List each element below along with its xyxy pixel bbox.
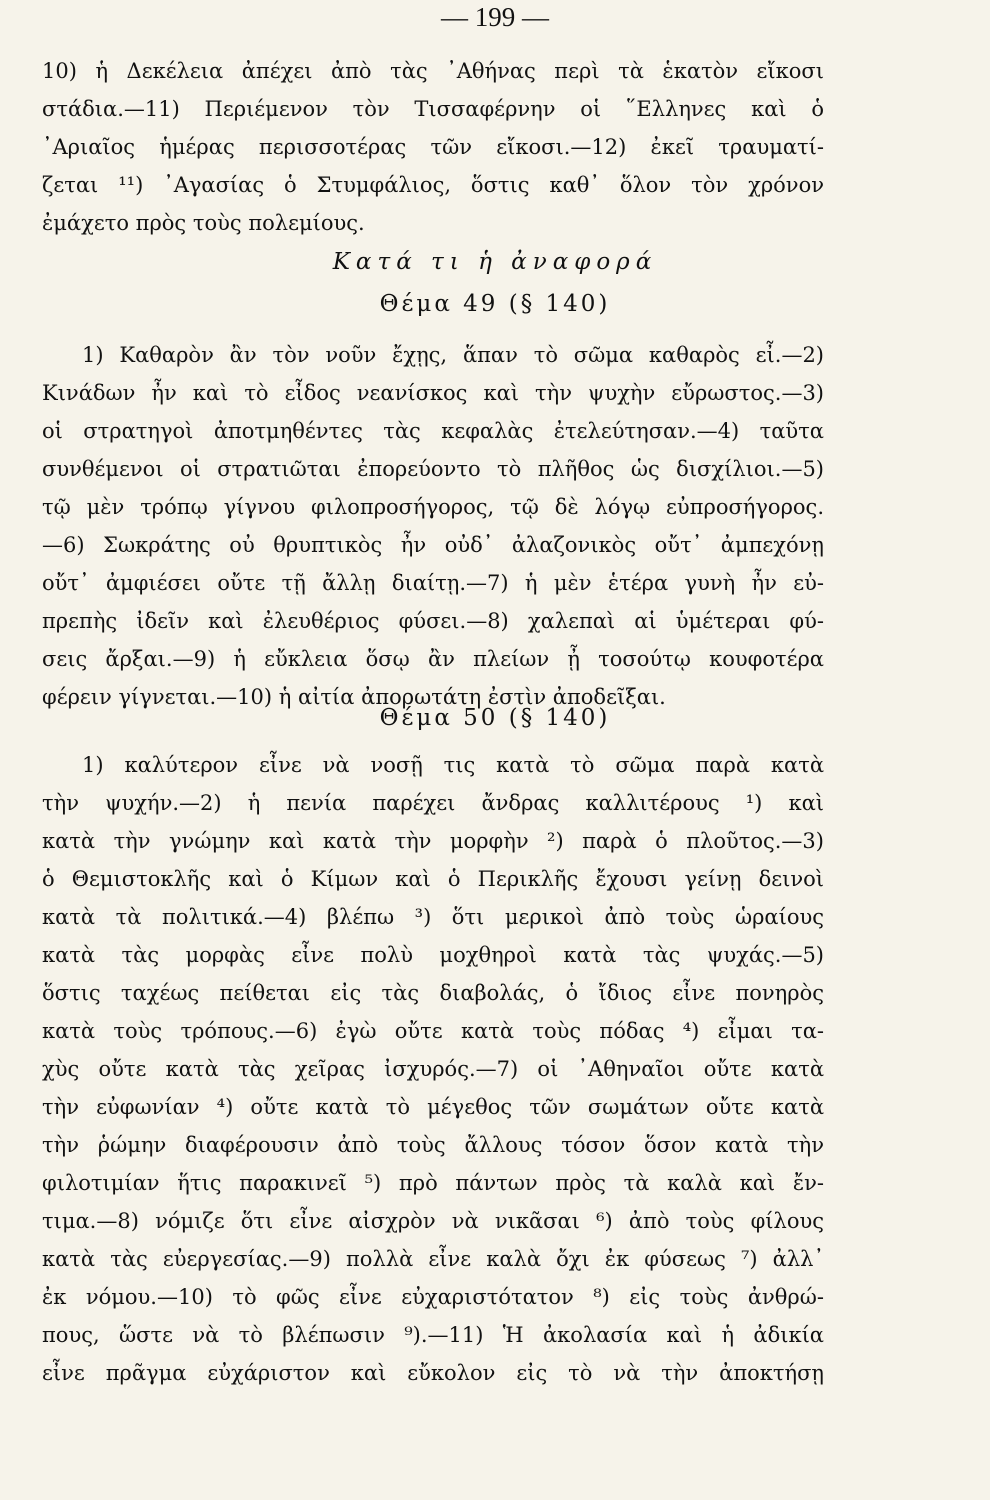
theme-49-title: Θέμα 49 (§ 140) [379,291,611,317]
text-line: τὴν ψυχήν.—2) ἡ πενία παρέχει ἄνδρας καλλιτέρους ¹) καὶ [42,791,824,815]
theme-49-exercises [42,336,824,716]
continuation-paragraph [42,52,824,242]
text-line: σεις ἄρξαι.—9) ἡ εὔκλεια ὅσῳ ἂν πλείων ᾖ τοσούτῳ κουφοτέρα [42,647,824,671]
text-line: 10) ἡ Δεκέλεια ἀπέχει ἀπὸ τὰς ᾿Αθήνας περὶ τὰ ἑκατὸν εἴκοσι [42,59,824,83]
text-line: τιμα.—8) νόμιζε ὅτι εἶνε αἰσχρὸν νὰ νικᾶσαι ⁶) ἀπὸ τοὺς φίλους [42,1209,824,1233]
section-heading: Κατά τι ἡ ἀναφορά [332,249,658,275]
text-line: συνθέμενοι οἱ στρατιῶται ἐπορεύοντο τὸ πλῆθος ὡς δισχίλιοι.—5) [42,457,824,481]
text-line: οὔτ᾿ ἀμφιέσει οὔτε τῇ ἄλλῃ διαίτῃ.—7) ἡ μὲν ἑτέρα γυνὴ ἦν εὐ- [42,571,824,595]
text-line: τῷ μὲν τρόπῳ γίγνου φιλοπροσήγορος, τῷ δὲ λόγῳ εὐπροσήγορος. [42,495,824,519]
text-line: εἶνε πρᾶγμα εὐχάριστον καὶ εὔκολον εἰς τὸ νὰ τὴν ἀποκτήσῃ [42,1361,824,1385]
text-line: Κινάδων ἦν καὶ τὸ εἶδος νεανίσκος καὶ τὴν ψυχὴν εὔρωστος.—3) [42,381,824,405]
text-line: κατὰ τὰ πολιτικά.—4) βλέπω ³) ὅτι μερικοὶ ἀπὸ τοὺς ὡραίους [42,905,824,929]
text-line: 1) Καθαρὸν ἂν τὸν νοῦν ἔχῃς, ἅπαν τὸ σῶμα καθαρὸς εἶ.—2) [82,343,824,367]
text-line: ᾿Αριαῖος ἡμέρας περισσοτέρας τῶν εἴκοσι.—12) ἐκεῖ τραυματί- [42,135,824,159]
text-line: χὺς οὔτε κατὰ τὰς χεῖρας ἰσχυρός.—7) οἱ ᾿Αθηναῖοι οὔτε κατὰ [42,1057,824,1081]
text-line: ἐμάχετο πρὸς τοὺς πολεμίους. [42,211,365,235]
text-line: τὴν ῥώμην διαφέρουσιν ἀπὸ τοὺς ἄλλους τόσον ὅσον κατὰ τὴν [42,1133,824,1157]
text-line: κατὰ τοὺς τρόπους.—6) ἐγὼ οὔτε κατὰ τοὺς πόδας ⁴) εἶμαι τα- [42,1019,824,1043]
text-line: κατὰ τὰς εὐεργεσίας.—9) πολλὰ εἶνε καλὰ ὄχι ἐκ φύσεως ⁷) ἀλλ᾿ [42,1247,824,1271]
text-line: πρεπὴς ἰδεῖν καὶ ἐλευθέριος φύσει.—8) χαλεπαὶ αἱ ὑμέτεραι φύ- [42,609,824,633]
text-line: οἱ στρατηγοὶ ἀποτμηθέντες τὰς κεφαλὰς ἐτελεύτησαν.—4) ταῦτα [42,419,824,443]
text-line: πους, ὥστε νὰ τὸ βλέπωσιν ⁹).—11) Ἡ ἀκολασία καὶ ἡ ἀδικία [42,1323,824,1347]
text-line: ἐκ νόμου.—10) τὸ φῶς εἶνε εὐχαριστότατον ⁸) εἰς τοὺς ἀνθρώ- [42,1285,824,1309]
text-line: τὴν εὐφωνίαν ⁴) οὔτε κατὰ τὸ μέγεθος τῶν σωμάτων οὔτε κατὰ [42,1095,824,1119]
text-line: φέρειν γίγνεται.—10) ἡ αἰτία ἀπορωτάτη ἐστὶν ἀποδεῖξαι. [42,685,666,709]
text-line: 1) καλύτερον εἶνε νὰ νοσῇ τις κατὰ τὸ σῶμα παρὰ κατὰ [82,753,824,777]
text-line: ζεται ¹¹) ᾿Αγασίας ὁ Στυμφάλιος, ὅστις καθ᾿ ὅλον τὸν χρόνον [42,173,824,197]
text-line: ὅστις ταχέως πείθεται εἰς τὰς διαβολάς, ὁ ἴδιος εἶνε πονηρὸς [42,981,824,1005]
theme-50-exercises [42,746,824,1392]
theme-50-title: Θέμα 50 (§ 140) [379,705,611,731]
text-line: φιλοτιμίαν ἥτις παρακινεῖ ⁵) πρὸ πάντων πρὸς τὰ καλὰ καὶ ἔν- [42,1171,824,1195]
text-line: κατὰ τὴν γνώμην καὶ κατὰ τὴν μορφὴν ²) παρὰ ὁ πλοῦτος.—3) [42,829,824,853]
page-number: — 199 — [441,2,549,32]
text-line: κατὰ τὰς μορφὰς εἶνε πολὺ μοχθηροὶ κατὰ τὰς ψυχάς.—5) [42,943,824,967]
text-line: —6) Σωκράτης οὐ θρυπτικὸς ἦν οὐδ᾿ ἀλαζονικὸς οὔτ᾿ ἀμπεχόνῃ [42,533,824,557]
text-line: στάδια.—11) Περιέμενον τὸν Τισσαφέρνην οἱ ῞Ελληνες καὶ ὁ [42,97,824,121]
text-line: ὁ Θεμιστοκλῆς καὶ ὁ Κίμων καὶ ὁ Περικλῆς ἔχουσι γείνῃ δεινοὶ [42,867,824,891]
